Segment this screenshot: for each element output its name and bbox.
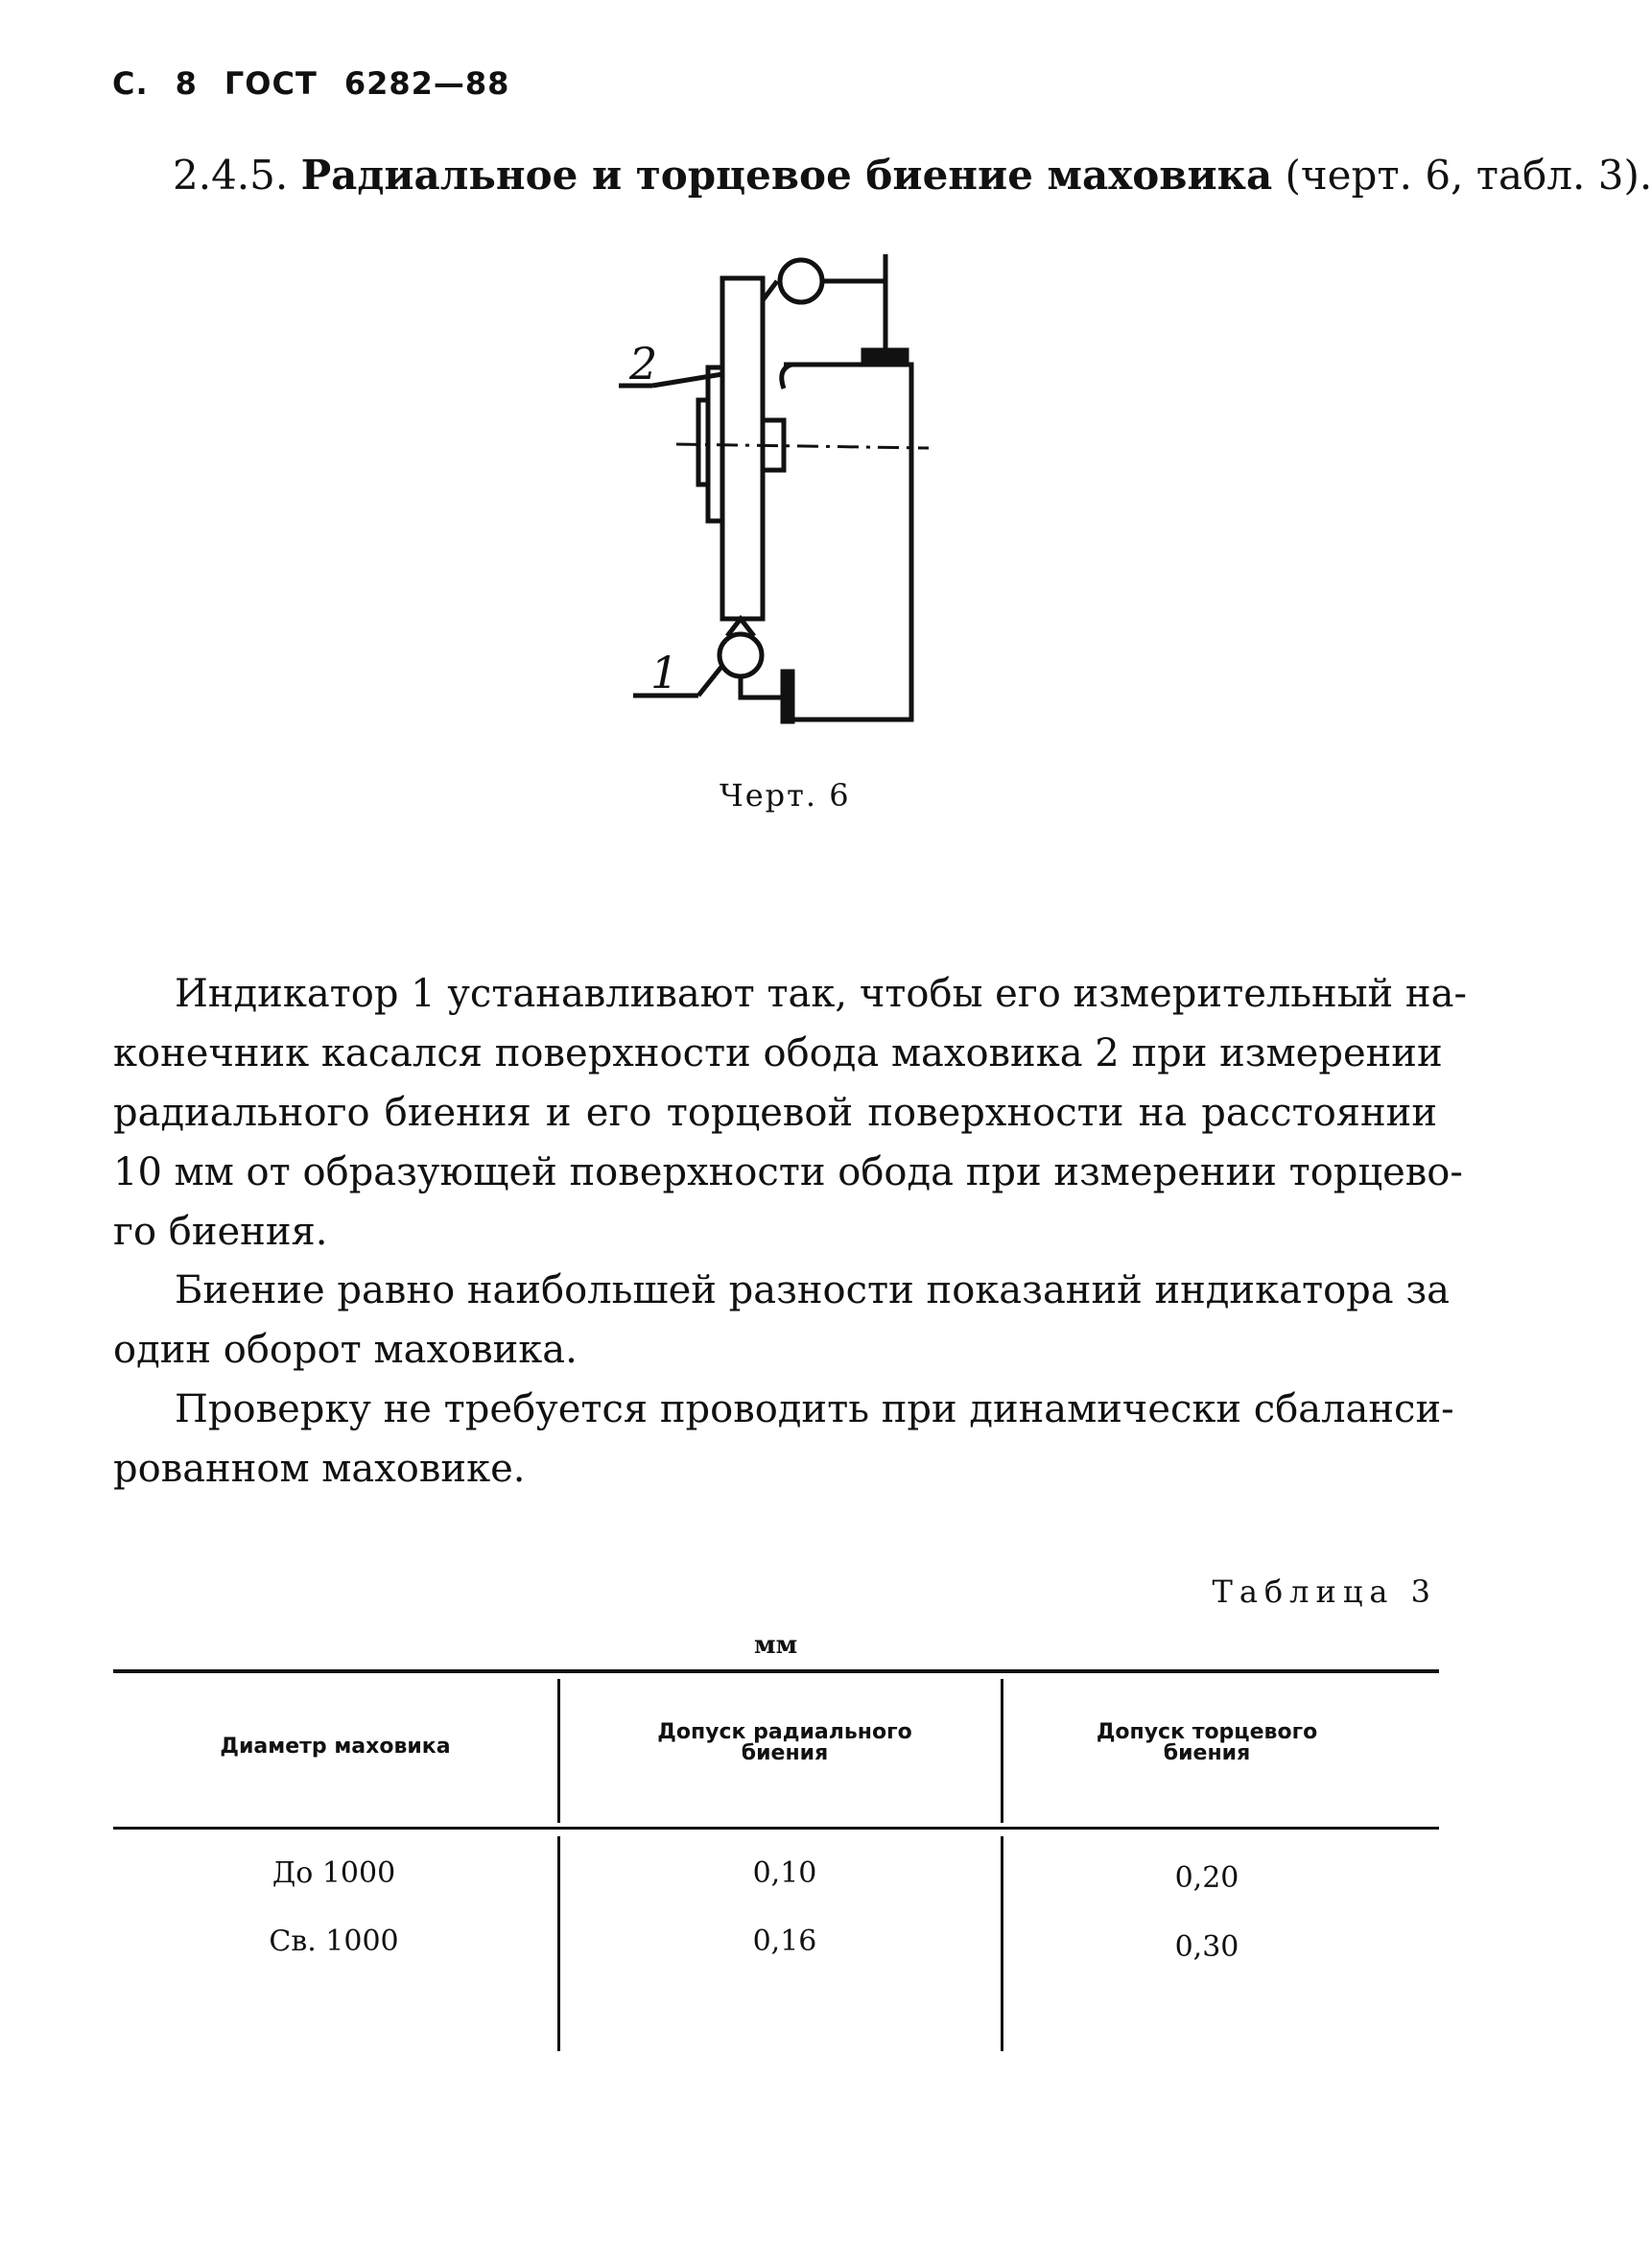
center-axis [676, 444, 929, 448]
text-line: Проверку не требуется проводить при динамически сбаланси- [175, 1387, 1454, 1431]
standard-label: ГОСТ [224, 65, 318, 102]
section-heading [173, 152, 1652, 199]
table-vrule [557, 1679, 560, 1823]
text-line: го биения. [113, 1210, 328, 1254]
text-line: Биение равно наибольшей разности показаний индикатора за [175, 1268, 1450, 1312]
text-line: радиального биения и его торцевой поверхности на расстоянии [113, 1091, 1437, 1135]
table-vrule [1001, 1679, 1003, 1823]
indicator-bottom [720, 634, 762, 676]
table-header-cell: Допуск радиального биения [657, 1720, 912, 1765]
page-number: 8 [175, 65, 198, 102]
hub-plate-inner [698, 400, 708, 484]
figure-caption: Черт. 6 [720, 777, 851, 814]
section-number: 2.4.5. [173, 152, 289, 199]
table-cell: 0,16 [752, 1925, 817, 1958]
leader-line-1 [698, 667, 721, 696]
table-cell: 0,20 [1174, 1861, 1239, 1895]
table-header-cell: Допуск торцевого биения [1096, 1720, 1318, 1765]
table-title: Таблица 3 [1212, 1573, 1437, 1610]
text-line: Индикатор 1 устанавливают так, чтобы его измерительный на- [175, 972, 1467, 1016]
table-cell: 0,30 [1174, 1930, 1239, 1964]
flywheel-rim [722, 278, 763, 619]
leader-line-2 [652, 374, 722, 386]
flywheel-runout-drawing [624, 245, 931, 744]
table-header-cell: Диаметр маховика [220, 1735, 451, 1759]
section-title: Радиальное и торцевое биение маховика [300, 152, 1273, 199]
paragraph-2 [113, 1261, 1450, 1380]
text-line: конечник касался поверхности обода маховика 2 при измерении [113, 1031, 1443, 1075]
tolerance-table [113, 1669, 1439, 2053]
paragraph-3 [113, 1380, 1454, 1499]
spindle-housing [784, 365, 911, 720]
paragraph-1 [113, 964, 1467, 1262]
standard-number: 6282—88 [343, 65, 510, 102]
table-cell: 0,10 [752, 1856, 817, 1890]
text-line: один оборот маховика. [113, 1328, 578, 1372]
page-prefix: С. [112, 65, 149, 102]
table-cell: Св. 1000 [269, 1925, 399, 1958]
stand-bottom-base [783, 672, 792, 721]
text-line: 10 мм от образующей поверхности обода при измерении торцево- [113, 1150, 1463, 1194]
table-vrule [1001, 1836, 1003, 2051]
table-top-rule [113, 1669, 1439, 1673]
page-header [112, 65, 536, 102]
table-vrule [557, 1836, 560, 2051]
table-header-rule [113, 1827, 1439, 1830]
label-1: 1 [650, 647, 679, 698]
indicator-top-stand [822, 281, 885, 350]
housing-corner [782, 365, 791, 389]
text-line: рованном маховике. [113, 1447, 526, 1491]
table-cell: До 1000 [271, 1856, 396, 1890]
stand-base [863, 350, 907, 362]
section-ref: (черт. 6, табл. 3). [1285, 152, 1652, 199]
indicator-top [780, 260, 822, 302]
indicator-bottom-stand [741, 676, 787, 697]
label-2: 2 [629, 338, 658, 390]
table-units: мм [754, 1631, 798, 1660]
